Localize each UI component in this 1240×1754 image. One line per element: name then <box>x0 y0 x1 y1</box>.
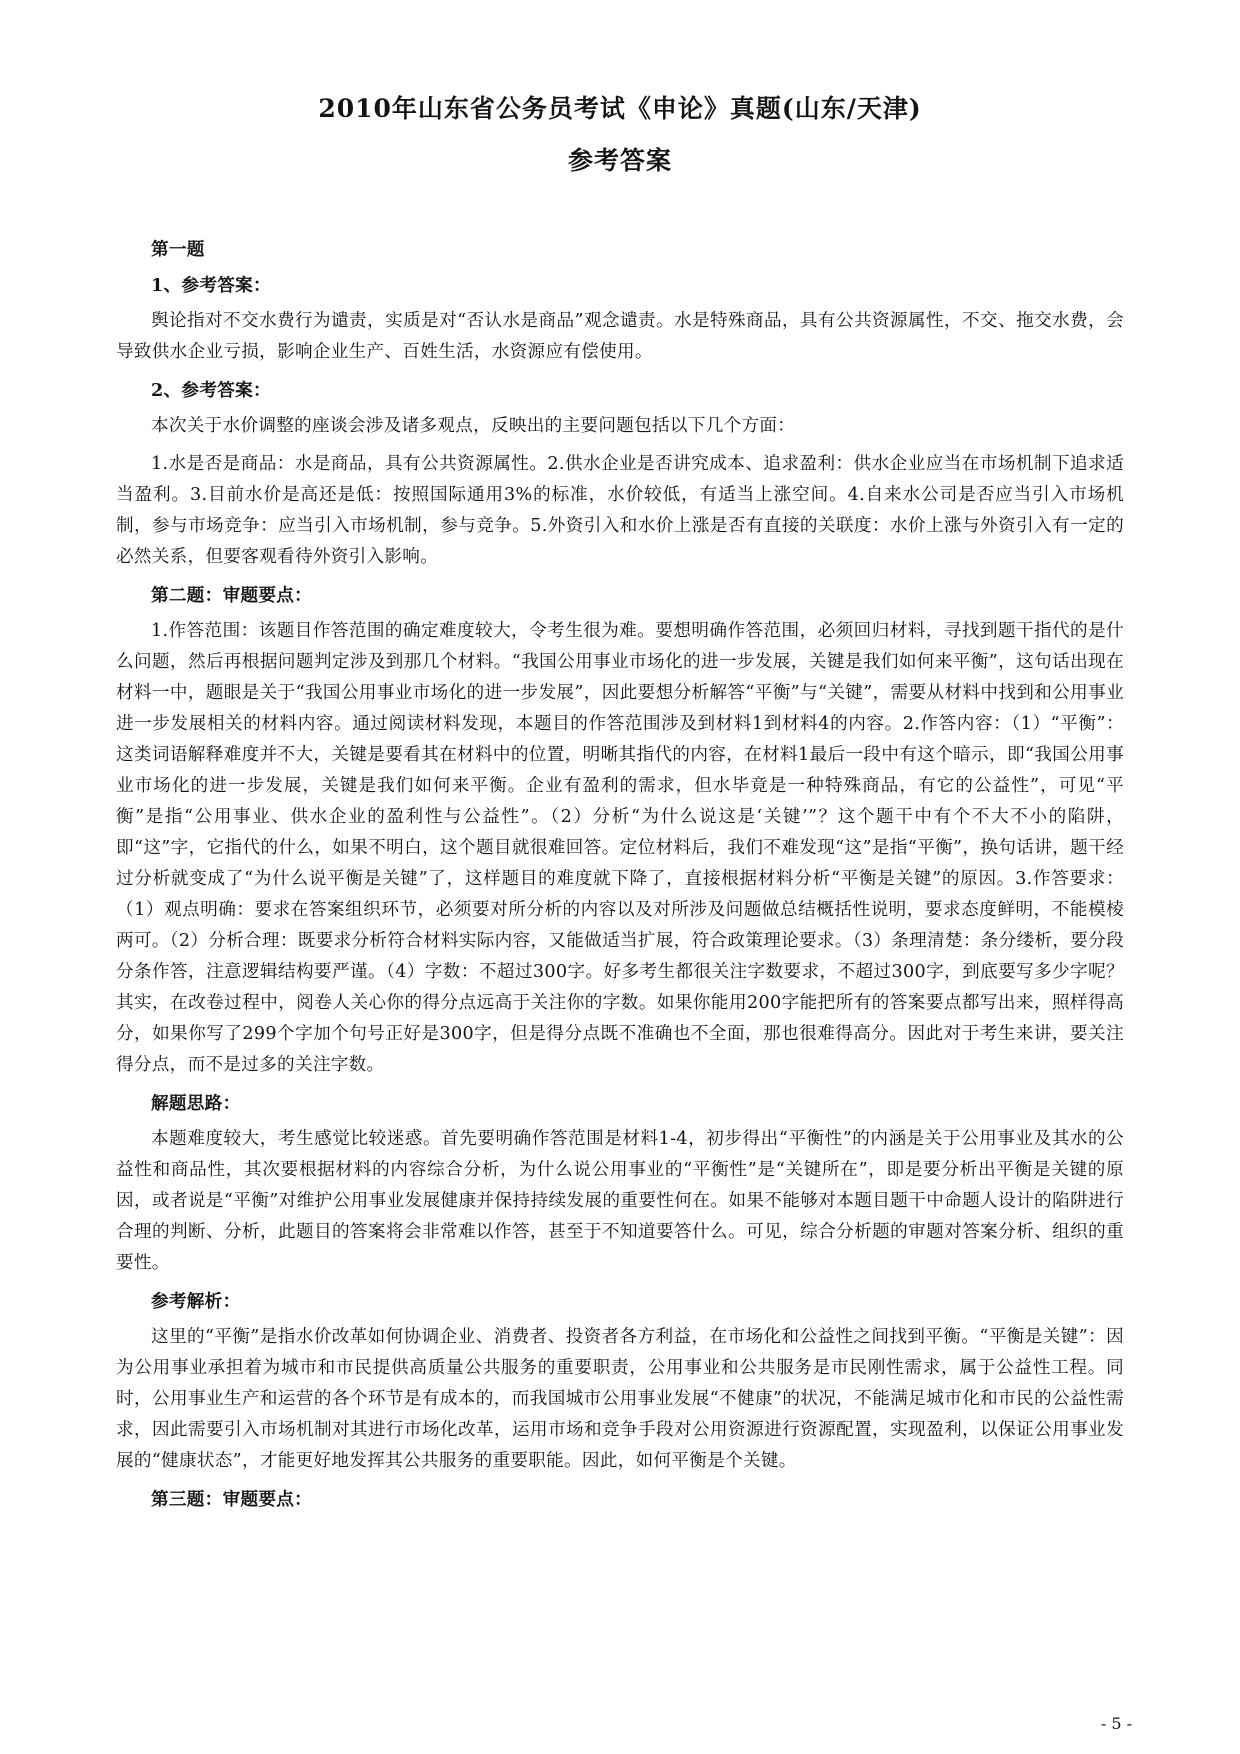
section-heading: 第三题：审题要点： <box>151 1489 313 1510</box>
document-body <box>116 234 1124 1520</box>
section-heading: 第二题：审题要点： <box>151 585 313 606</box>
paragraph: 本次关于水价调整的座谈会涉及诸多观点，反映出的主要问题包括以下几个方面： <box>151 416 796 436</box>
section-heading: 参考解析： <box>151 1291 241 1312</box>
section-heading: 2、参考答案： <box>151 380 271 401</box>
paragraph: 本题难度较大，考生感觉比较迷惑。首先要明确作答范围是材料1-4，初步得出“平衡性”的内涵是关于公用事业及其水的公益性和商品性，其次要根据材料的内容综合分析，为什么说公用事业的“平衡性”是“关键所在”，即是要分析出平衡是关键的原因，或者说是“平衡”对维护公用事业发展健康并保持持续发展的重要性何在。如果不能够对本题目题干中命题人设计的陷阱进行合理的判断、分析，此题目的答案将会非常难以作答，甚至于不知道要答什么。可见，综合分析题的审题对答案分析、组织的重要性。 <box>116 1129 1124 1273</box>
page-number: - 5 - <box>1100 1714 1132 1733</box>
document-title: 2010年山东省公务员考试《申论》真题(山东/天津) <box>318 94 922 123</box>
paragraph: 1.作答范围：该题目作答范围的确定难度较大，令考生很为难。要想明确作答范围，必须回归材料，寻找到题干指代的是什么问题，然后再根据问题判定涉及到那几个材料。“我国公用事业市场化的进一步发展，关键是我们如何来平衡”，这句话出现在材料一中，题眼是关于“我国公用事业市场化的进一步发展”，因此要想分析解答“平衡”与“关键”，需要从材料中找到和公用事业进一步发展相关的材料内容。通过阅读材料发现，本题目的作答范围涉及到材料1到材料4的内容。2.作答内容：（1）“平衡”：这类词语解释难度并不大，关键是要看其在材料中的位置，明晰其指代的内容，在材料1最后一段中有这个暗示，即“我国公用事业市场化的进一步发展，关键是我们如何来平衡。企业有盈利的需求，但水毕竟是一种特殊商品，有它的公益性”，可见“平衡”是指“公用事业、供水企业的盈利性与公益性”。（2）分析“为什么说这是‘关键’”？这个题干中有个不大不小的陷阱，即“这”字，它指代的什么，如果不明白，这个题目就很难回答。定位材料后，我们不难发现“这”是指“平衡”，换句话讲，题干经过分析就变成了“为什么说平衡是关键”了，这样题目的难度就下降了，直接根据材料分析“平衡是关键”的原因。3.作答要求：（1）观点明确：要求在答案组织环节，必须要对所分析的内容以及对所涉及问题做总结概括性说明，要求态度鲜明，不能模棱两可。（2）分析合理：既要求分析符合材料实际内容，又能做适当扩展，符合政策理论要求。（3）条理清楚：条分缕析，要分段分条作答，注意逻辑结构要严谨。（4）字数：不超过300字。好多考生都很关注字数要求，不超过300字，到底要写多少字呢？其实，在改卷过程中，阅卷人关心你的得分点远高于关注你的字数。如果你能用200字能把所有的答案要点都写出来，照样得高分，如果你写了299个字加个句号正好是300字，但是得分点既不准确也不全面，那也很难得高分。因此对于考生来讲，要关注得分点，而不是过多的关注字数。 <box>116 621 1124 1075</box>
paragraph: 1.水是否是商品：水是商品，具有公共资源属性。2.供水企业是否讲究成本、追求盈利：供水企业应当在市场机制下追求适当盈利。3.目前水价是高还是低：按照国际通用3%的标准，水价较低，有适当上涨空间。4.自来水公司是否应当引入市场机制，参与市场竞争：应当引入市场机制，参与竞争。5.外资引入和水价上涨是否有直接的关联度：水价上涨与外资引入有一定的必然关系，但要客观看待外资引入影响。 <box>116 454 1124 567</box>
section-heading: 解题思路： <box>151 1093 241 1114</box>
section-heading: 1、参考答案： <box>151 275 271 296</box>
section-heading: 第一题 <box>151 239 205 260</box>
paragraph: 舆论指对不交水费行为谴责，实质是对“否认水是商品”观念谴责。水是特殊商品，具有公共资源属性，不交、拖交水费，会导致供水企业亏损，影响企业生产、百姓生活，水资源应有偿使用。 <box>116 311 1124 362</box>
paragraph: 这里的“平衡”是指水价改革如何协调企业、消费者、投资者各方利益，在市场化和公益性之间找到平衡。“平衡是关键”：因为公用事业承担着为城市和市民提供高质量公共服务的重要职责，公用事业和公共服务是市民刚性需求，属于公益性工程。同时，公用事业生产和运营的各个环节是有成本的，而我国城市公用事业发展“不健康”的状况，不能满足城市化和市民的公益性需求，因此需要引入市场机制对其进行市场化改革，运用市场和竞争手段对公用资源进行资源配置，实现盈利，以保证公用事业发展的“健康状态”，才能更好地发挥其公共服务的重要职能。因此，如何平衡是个关键。 <box>116 1327 1124 1471</box>
document-subtitle: 参考答案 <box>567 146 672 175</box>
